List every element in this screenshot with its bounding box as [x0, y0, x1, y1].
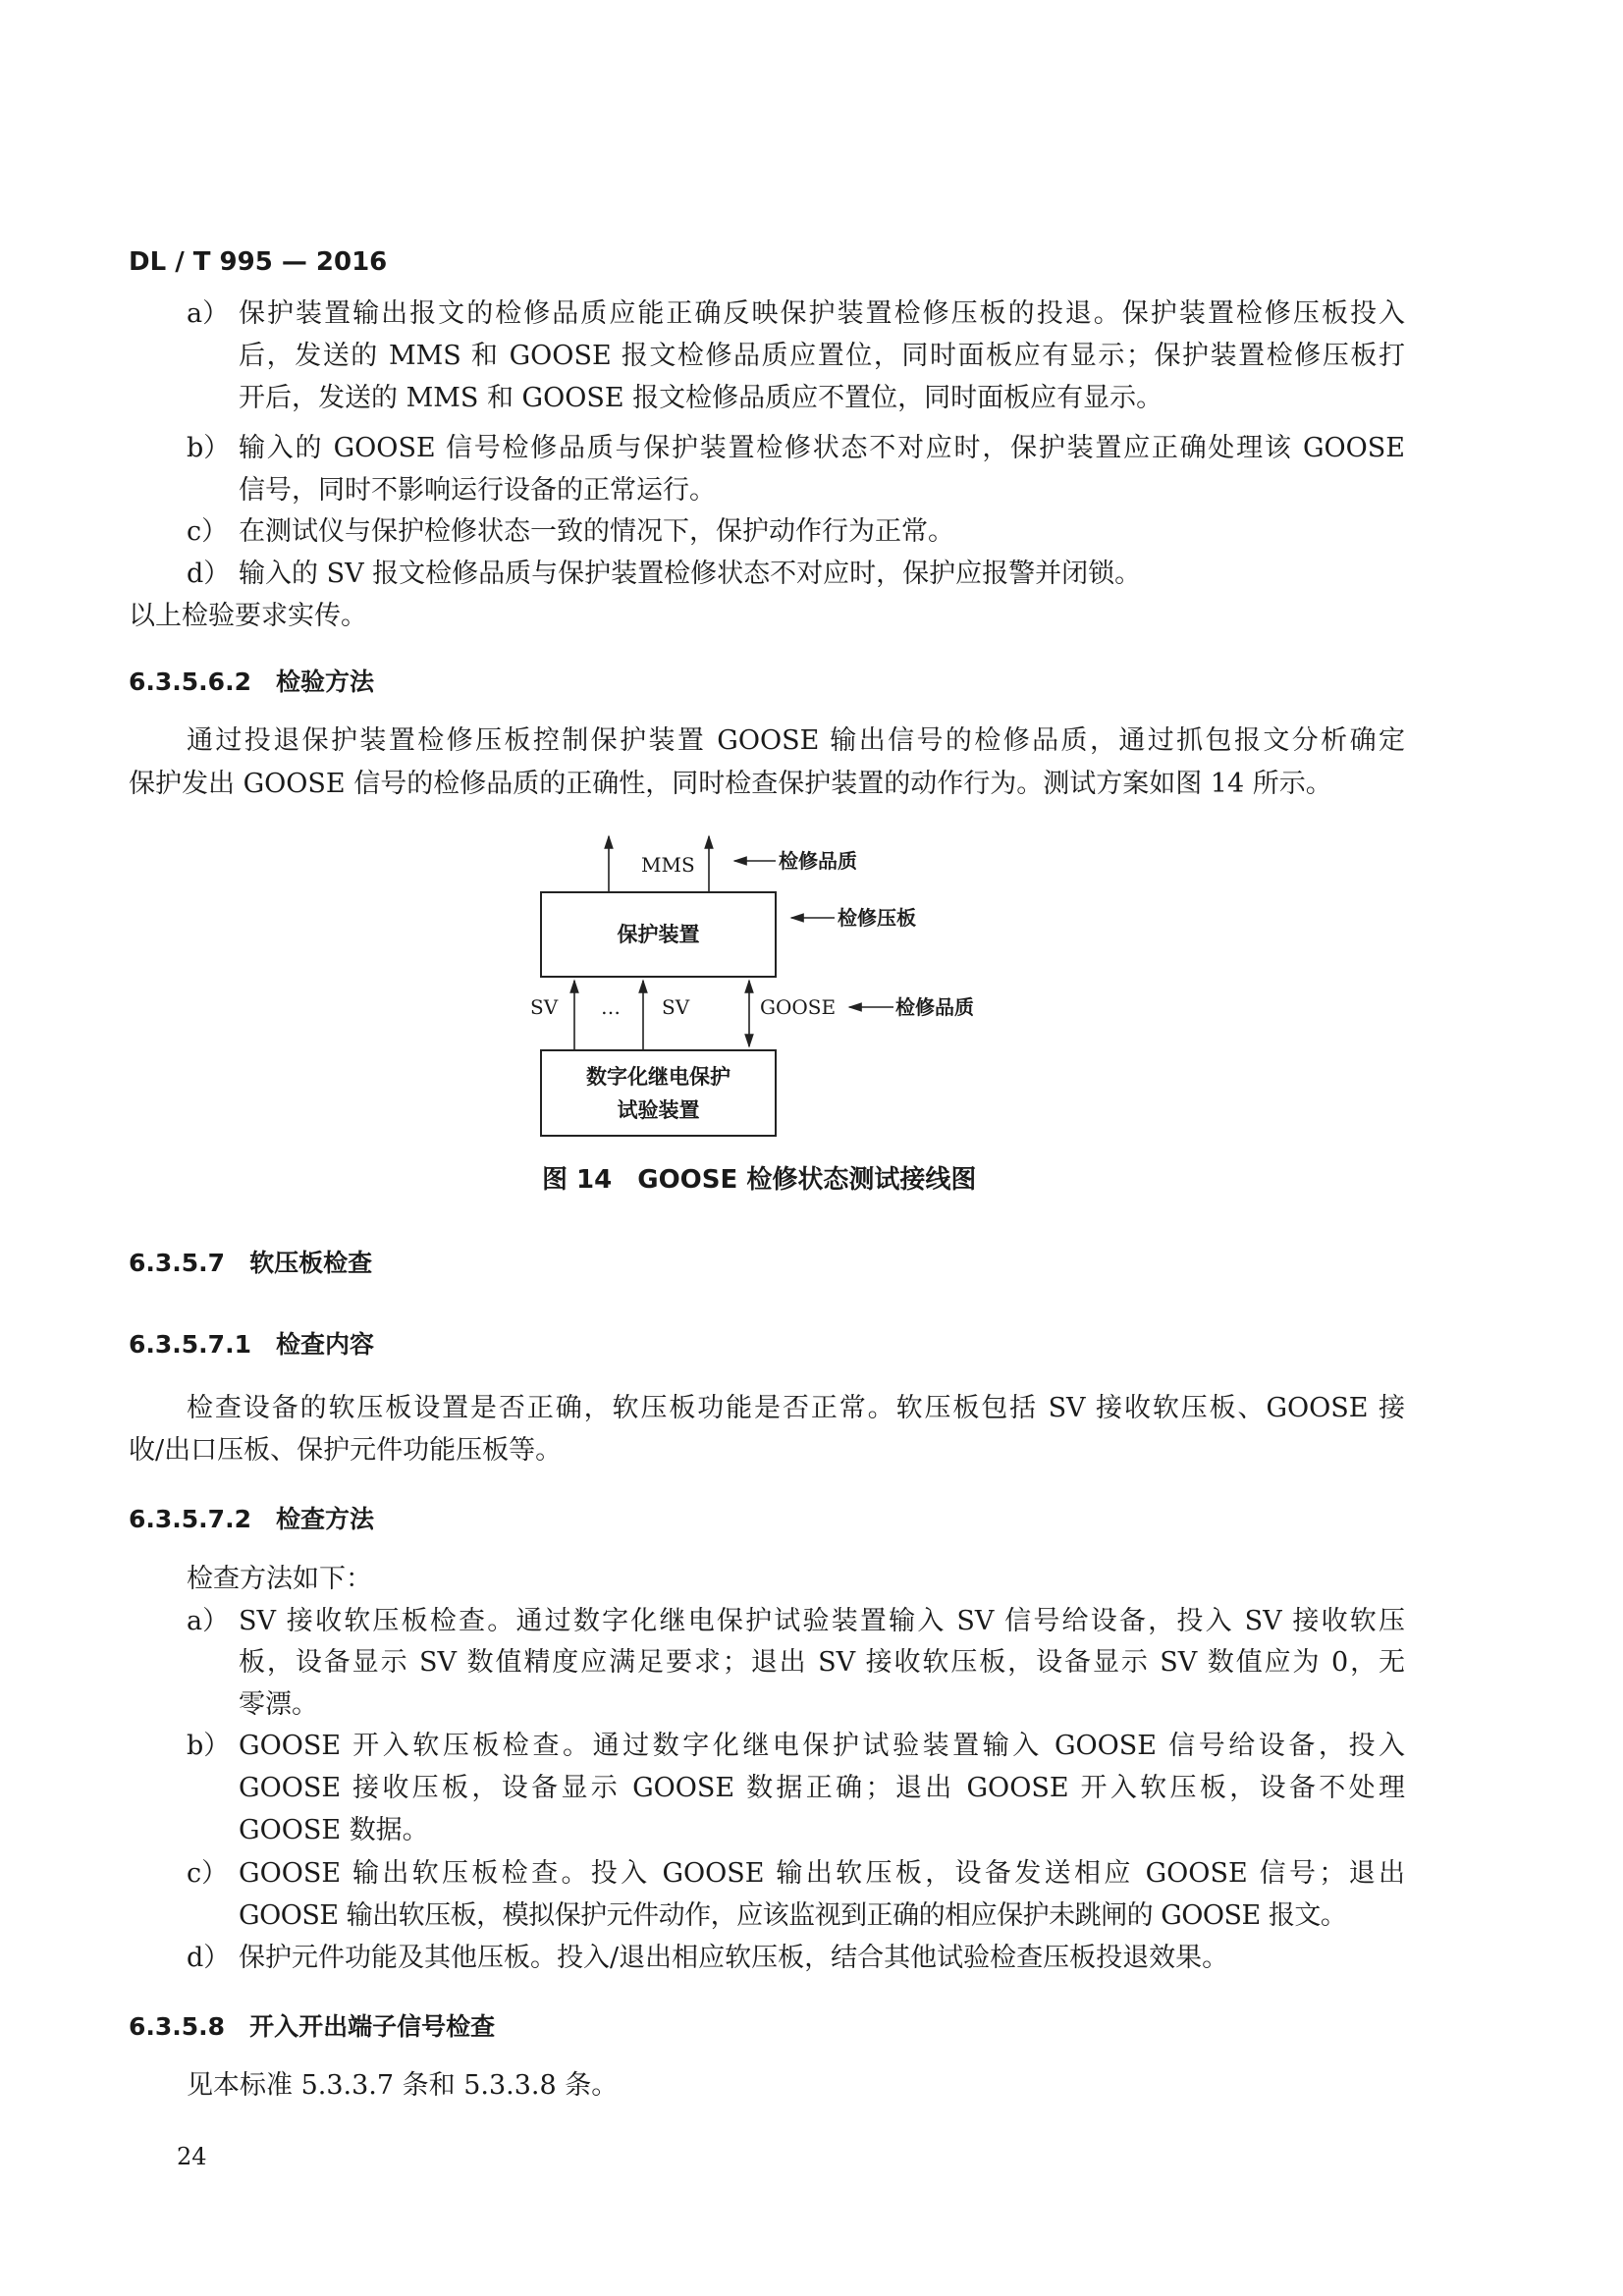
ellipsis-label: … — [601, 995, 621, 1019]
standard-id-header: DL / T 995 — 2016 — [129, 247, 388, 277]
sv-label: SV — [662, 995, 690, 1019]
item-d-line: 保护元件功能及其他压板。投入/退出相应软压板，结合其他试验检查压板投退效果。 — [239, 1943, 1229, 1973]
paragraph-line: 检查设备的软压板设置是否正确，软压板功能是否正常。软压板包括 SV 接收软压板、GOOSE 接 — [187, 1393, 1405, 1423]
paragraph-line: 保护发出 GOOSE 信号的检修品质的正确性，同时检查保护装置的动作行为。测试方案如图 14 所示。 — [129, 769, 1332, 799]
item-label: d） — [187, 559, 231, 589]
paragraph-line: 见本标准 5.3.3.7 条和 5.3.3.8 条。 — [187, 2070, 619, 2101]
item-a-line: 后，发送的 MMS 和 GOOSE 报文检修品质应置位，同时面板应有显示；保护装置检修压板打 — [239, 341, 1405, 371]
item-label: b） — [187, 433, 231, 463]
item-label: a） — [187, 1606, 230, 1636]
item-label: c） — [187, 1858, 229, 1889]
intro-text: 检查方法如下： — [187, 1564, 372, 1594]
closing-text: 以上检验要求实传。 — [129, 601, 367, 631]
relay-tester-box — [540, 1049, 777, 1137]
item-a-line: 开后，发送的 MMS 和 GOOSE 报文检修品质应不置位，同时面板应有显示。 — [239, 383, 1163, 413]
protection-device-box: 保护装置 — [540, 891, 777, 978]
item-c-line: 在测试仪与保护检修状态一致的情况下，保护动作行为正常。 — [239, 516, 954, 547]
item-label: d） — [187, 1943, 231, 1973]
item-label: c） — [187, 516, 229, 547]
item-d-line: 输入的 SV 报文检修品质与保护装置检修状态不对应时，保护应报警并闭锁。 — [239, 559, 1142, 589]
item-b-line: 信号，同时不影响运行设备的正常运行。 — [239, 475, 716, 506]
item-b-line: 输入的 GOOSE 信号检修品质与保护装置检修状态不对应时，保护装置应正确处理该 GOOSE — [239, 433, 1405, 463]
tester-line: 数字化继电保护 — [586, 1063, 730, 1089]
item-c-line: GOOSE 输出软压板，模拟保护元件动作，应该监视到正确的相应保护未跳闸的 GOOSE 报文。 — [239, 1900, 1347, 1931]
paragraph-line: 收/出口压板、保护元件功能压板等。 — [129, 1435, 563, 1466]
item-label: b） — [187, 1731, 231, 1761]
item-a-line: SV 接收软压板检查。通过数字化继电保护试验装置输入 SV 信号给设备，投入 SV 接收软压 — [239, 1606, 1405, 1636]
pressplate-label: 检修压板 — [838, 906, 916, 930]
item-b-line: GOOSE 数据。 — [239, 1815, 429, 1845]
item-a-line: 零漂。 — [239, 1689, 318, 1720]
item-c-line: GOOSE 输出软压板检查。投入 GOOSE 输出软压板，设备发送相应 GOOSE 信号；退出 — [239, 1858, 1405, 1889]
quality-label: 检修品质 — [895, 995, 974, 1019]
item-b-line: GOOSE 开入软压板检查。通过数字化继电保护试验装置输入 GOOSE 信号给设备，投入 — [239, 1731, 1405, 1761]
quality-label: 检修品质 — [779, 849, 857, 873]
page-number: 24 — [177, 2143, 207, 2170]
paragraph-line: 通过投退保护装置检修压板控制保护装置 GOOSE 输出信号的检修品质，通过抓包报文分析确定 — [187, 725, 1405, 756]
item-a-line: 板，设备显示 SV 数值精度应满足要求；退出 SV 接收软压板，设备显示 SV 数值应为 0，无 — [239, 1647, 1405, 1678]
item-label: a） — [187, 298, 230, 329]
section-heading: 6.3.5.7.2 检查方法 — [129, 1505, 374, 1533]
item-a-line: 保护装置输出报文的检修品质应能正确反映保护装置检修压板的投退。保护装置检修压板投入 — [239, 298, 1405, 329]
item-b-line: GOOSE 接收压板，设备显示 GOOSE 数据正确；退出 GOOSE 开入软压板，设备不处理 — [239, 1773, 1405, 1803]
tester-line: 试验装置 — [617, 1096, 700, 1122]
section-heading: 6.3.5.7.1 检查内容 — [129, 1330, 374, 1359]
figure-caption: 图 14 GOOSE 检修状态测试接线图 — [542, 1165, 977, 1195]
section-heading: 6.3.5.8 开入开出端子信号检查 — [129, 2012, 496, 2041]
section-heading: 6.3.5.6.2 检验方法 — [129, 667, 374, 696]
mms-label: MMS — [641, 853, 695, 877]
goose-label: GOOSE — [760, 995, 837, 1019]
sv-label: SV — [530, 995, 559, 1019]
section-heading: 6.3.5.7 软压板检查 — [129, 1249, 373, 1277]
